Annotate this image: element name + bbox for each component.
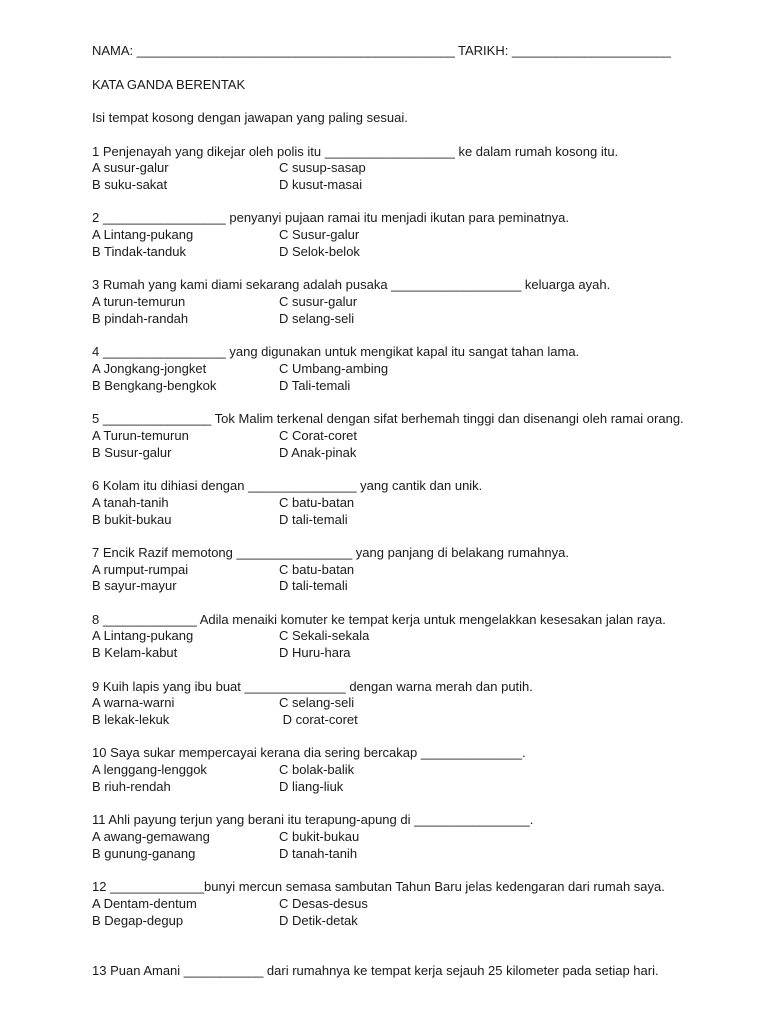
option-d: D Detik-detak [279,913,358,928]
option-b: B Degap-degup [92,913,184,928]
question-stem: 12 _____________bunyi mercun semasa sambutan Tahun Baru jelas kedengaran dari rumah saya. [92,879,665,894]
question-stem: 5 _______________ Tok Malim terkenal dengan sifat berhemah tinggi dan disenangi oleh ramai orang. [92,411,684,426]
option-b: B riuh-rendah [92,779,171,794]
option-d: D tali-temali [279,512,348,527]
option-c: C Corat-coret [279,428,358,443]
option-a: A lenggang-lenggok [92,762,207,777]
option-c: C bolak-balik [279,762,355,777]
option-d: D Anak-pinak [279,445,357,460]
question-stem: 4 _________________ yang digunakan untuk mengikat kapal itu sangat tahan lama. [92,344,580,359]
option-a: A Dentam-dentum [92,896,197,911]
option-c: C susur-galur [279,294,358,309]
question-stem: 3 Rumah yang kami diami sekarang adalah pusaka __________________ keluarga ayah. [92,277,611,292]
name-field: NAMA: ____________________________________________ [92,43,455,58]
question-stem: 1 Penjenayah yang dikejar oleh polis itu __________________ ke dalam rumah kosong itu. [92,144,619,159]
option-a: A Turun-temurun [92,428,189,443]
option-c: C Susur-galur [279,227,360,242]
option-c: C batu-batan [279,495,355,510]
option-d: D Huru-hara [279,645,351,660]
option-a: A tanah-tanih [92,495,169,510]
option-d: D tali-temali [279,578,348,593]
option-b: B Bengkang-bengkok [92,378,217,393]
date-field: TARIKH: ______________________ [458,43,671,58]
option-a: A Lintang-pukang [92,628,194,643]
option-c: C Sekali-sekala [279,628,370,643]
option-a: A awang-gemawang [92,829,210,844]
question-stem: 11 Ahli payung terjun yang berani itu terapung-apung di ________________. [92,812,534,827]
option-b: B gunung-ganang [92,846,196,861]
option-c: C bukit-bukau [279,829,360,844]
option-b: B sayur-mayur [92,578,177,593]
option-b: B lekak-lekuk [92,712,170,727]
option-a: A warna-warni [92,695,175,710]
question-stem: 2 _________________ penyanyi pujaan ramai itu menjadi ikutan para peminatnya. [92,210,570,225]
option-d: D tanah-tanih [279,846,358,861]
option-d: D Tali-temali [279,378,351,393]
question-stem: 6 Kolam itu dihiasi dengan _______________ yang cantik dan unik. [92,478,483,493]
question-stem: 7 Encik Razif memotong ________________ yang panjang di belakang rumahnya. [92,545,570,560]
option-b: B suku-sakat [92,177,168,192]
option-b: B bukit-bukau [92,512,172,527]
option-a: A susur-galur [92,160,169,175]
instruction-text: Isi tempat kosong dengan jawapan yang paling sesuai. [92,110,408,125]
option-d: D selang-seli [279,311,355,326]
option-c: C batu-batan [279,562,355,577]
option-a: A Lintang-pukang [92,227,194,242]
question-stem: 10 Saya sukar mempercayai kerana dia sering bercakap ______________. [92,745,526,760]
option-b: B pindah-randah [92,311,189,326]
question-stem: 13 Puan Amani ___________ dari rumahnya ke tempat kerja sejauh 25 kilometer pada setiap hari. [92,963,659,978]
option-b: B Tindak-tanduk [92,244,186,259]
question-stem: 9 Kuih lapis yang ibu buat ______________ dengan warna merah dan putih. [92,679,533,694]
option-d: D kusut-masai [279,177,363,192]
option-c: C susup-sasap [279,160,366,175]
option-c: C Umbang-ambing [279,361,389,376]
option-c: C selang-seli [279,695,355,710]
worksheet-title: KATA GANDA BERENTAK [92,77,246,92]
question-stem: 8 _____________ Adila menaiki komuter ke tempat kerja untuk mengelakkan kesesakan jalan raya. [92,612,666,627]
option-a: A Jongkang-jongket [92,361,207,376]
option-a: A rumput-rumpai [92,562,189,577]
option-d: D liang-liuk [279,779,344,794]
option-d: D corat-coret [279,712,358,727]
option-c: C Desas-desus [279,896,368,911]
option-d: D Selok-belok [279,244,360,259]
option-a: A turun-temurun [92,294,186,309]
option-b: B Kelam-kabut [92,645,178,660]
option-b: B Susur-galur [92,445,172,460]
